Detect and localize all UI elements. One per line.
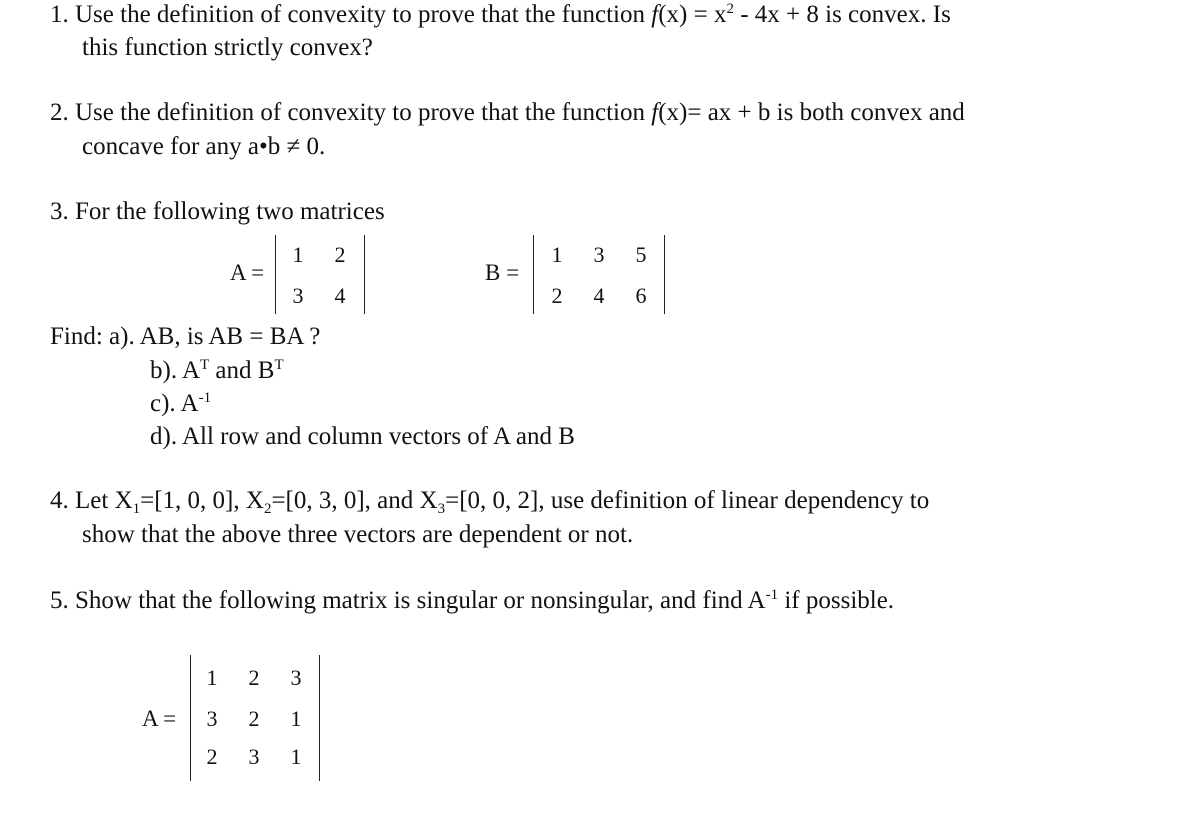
q1-text-b: (x) = x bbox=[658, 1, 727, 28]
matrix-a-cell: 3 bbox=[292, 283, 304, 308]
matrix-q5-cell: 3 bbox=[290, 665, 302, 690]
q2-text-a: 2. Use the definition of convexity to prove that the function bbox=[50, 99, 652, 126]
matrix-q5-cell: 1 bbox=[290, 744, 302, 769]
q1-text-c: - 4x + 8 is convex. Is bbox=[733, 1, 951, 28]
q3-find-b-pre: b). A bbox=[150, 357, 200, 384]
q4-sub3: 3 bbox=[437, 501, 446, 517]
q4-sub2: 2 bbox=[263, 501, 272, 517]
matrix-b-cell: 4 bbox=[593, 283, 605, 308]
matrix-b-cell: 2 bbox=[551, 283, 563, 308]
q5-text-a: 5. Show that the following matrix is singular or nonsingular, and find A bbox=[50, 587, 766, 614]
matrix-b-left-bar bbox=[533, 235, 534, 314]
q5-text-b: if possible. bbox=[778, 587, 895, 614]
matrix-q5-label: A = bbox=[142, 706, 177, 731]
matrix-q5-cell: 2 bbox=[206, 744, 218, 769]
matrix-b-cell: 3 bbox=[593, 242, 605, 267]
q5-sup: -1 bbox=[765, 587, 779, 603]
matrix-q5-cell: 3 bbox=[206, 706, 218, 731]
q4-text-b: =[1, 0, 0], X bbox=[140, 487, 264, 514]
q4-line1 bbox=[50, 485, 929, 517]
q1-exponent: 2 bbox=[726, 1, 734, 17]
q5-line1 bbox=[50, 585, 894, 617]
matrix-a-cell: 2 bbox=[334, 242, 346, 267]
q2-line1 bbox=[50, 97, 965, 129]
q3-find-b-mid: and B bbox=[209, 357, 275, 384]
q3-find-c-pre: c). A bbox=[150, 390, 199, 417]
q4-text-c: =[0, 3, 0], and X bbox=[271, 487, 438, 514]
matrix-b-label: B = bbox=[485, 260, 520, 285]
q3-intro: 3. For the following two matrices bbox=[50, 198, 385, 225]
matrix-a-cell: 1 bbox=[292, 242, 304, 267]
matrix-a-label: A = bbox=[230, 260, 265, 285]
q3-find-d: d). All row and column vectors of A and B bbox=[150, 423, 575, 450]
q1-line2: this function strictly convex? bbox=[82, 34, 373, 61]
matrix-q5-cell: 2 bbox=[248, 706, 260, 731]
matrix-q5-cell: 1 bbox=[290, 706, 302, 731]
q3-find-a: Find: a). AB, is AB = BA ? bbox=[50, 323, 321, 350]
q3-find-c bbox=[150, 388, 211, 420]
q4-text-a: 4. Let X bbox=[50, 487, 133, 514]
matrix-b-cell: 1 bbox=[551, 242, 563, 267]
q4-sub1: 1 bbox=[132, 501, 141, 517]
q2-function-f: f bbox=[651, 99, 659, 126]
q4-line2: show that the above three vectors are dependent or not. bbox=[82, 521, 634, 548]
matrix-q5-right-bar bbox=[319, 655, 320, 781]
matrix-a-cell: 4 bbox=[334, 283, 346, 308]
q1-text-a: 1. Use the definition of convexity to prove that the function bbox=[50, 1, 652, 28]
q3-find-b bbox=[150, 355, 284, 387]
q4-text-d: =[0, 0, 2], use definition of linear dependency to bbox=[445, 487, 930, 514]
matrix-b-right-bar bbox=[664, 235, 665, 314]
matrix-q5-left-bar bbox=[190, 655, 191, 781]
q1-line1 bbox=[50, 0, 951, 31]
matrix-q5-cell: 2 bbox=[248, 665, 260, 690]
q2-line2: concave for any a•b ≠ 0. bbox=[82, 133, 326, 160]
matrix-b-cell: 5 bbox=[635, 242, 647, 267]
q3-find-b-sup1: T bbox=[200, 357, 210, 373]
matrix-b-cell: 6 bbox=[635, 283, 647, 308]
matrix-q5-cell: 1 bbox=[206, 665, 218, 690]
q3-find-c-sup: -1 bbox=[198, 390, 212, 406]
matrix-q5-cell: 3 bbox=[248, 744, 260, 769]
q1-function-f: f bbox=[651, 1, 659, 28]
matrix-a-right-bar bbox=[364, 235, 365, 314]
matrix-a-left-bar bbox=[275, 235, 276, 314]
q3-find-b-sup2: T bbox=[274, 357, 284, 373]
q2-text-b: (x)= ax + b is both convex and bbox=[658, 99, 965, 126]
